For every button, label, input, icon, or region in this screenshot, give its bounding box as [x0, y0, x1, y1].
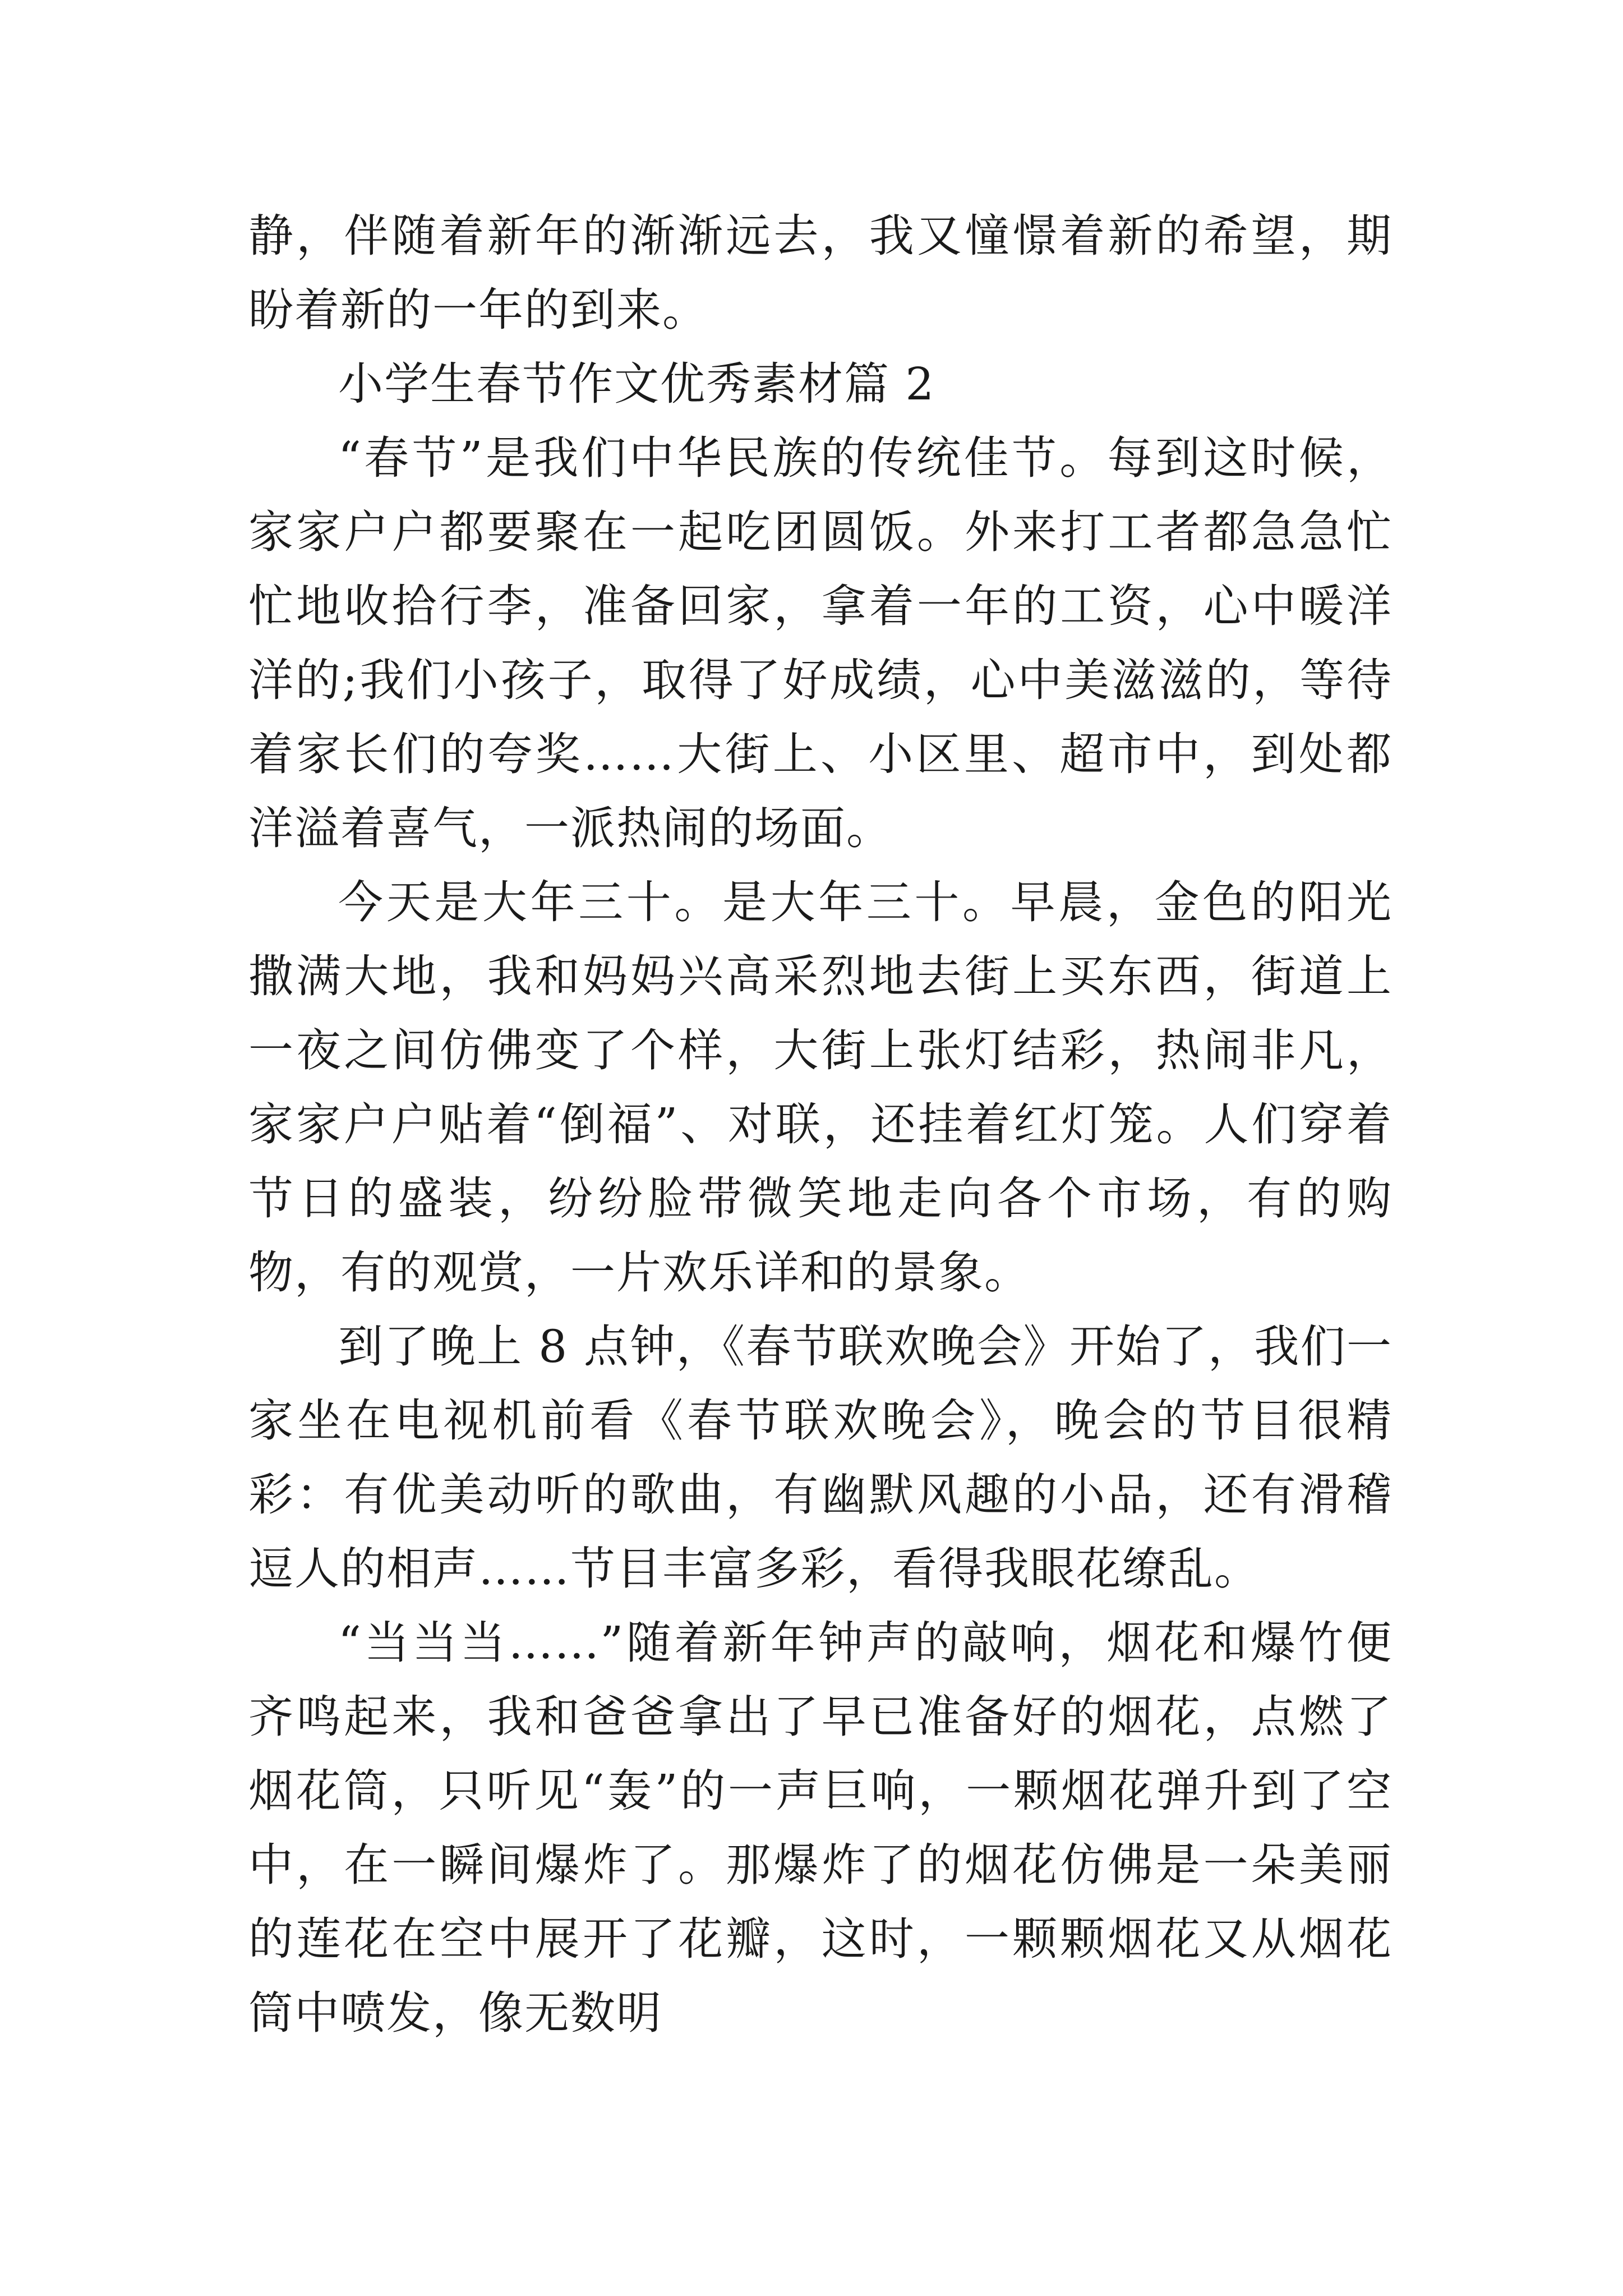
paragraph-fireworks: “当当当……”随着新年钟声的敲响，烟花和爆竹便齐鸣起来，我和爸爸拿出了早已准备好的烟花，点燃了烟花筒，只听见“轰”的一声巨响，一颗烟花弹升到了空中，在一瞬间爆炸了。那爆炸了的烟花仿佛是一朵美丽的莲花在空中展开了花瓣，这时，一颗颗烟花又从烟花筒中喷发，像无数明: [248, 1617, 1393, 2039]
section-heading: 小学生春节作文优秀素材篇 2: [338, 358, 935, 410]
paragraph-gala-evening: 到了晚上 8 点钟，《春节联欢晚会》开始了，我们一家坐在电视机前看《春节联欢晚会》，晚会的节目很精彩：有优美动听的歌曲，有幽默风趣的小品，还有滑稽逗人的相声……节目丰富多彩，看得我眼花缭乱。: [248, 1320, 1393, 1595]
paragraph-new-years-eve-morning: 今天是大年三十。是大年三十。早晨，金色的阳光撒满大地，我和妈妈兴高采烈地去街上买东西，街道上一夜之间仿佛变了个样，大街上张灯结彩，热闹非凡，家家户户贴着“倒福”、对联，还挂着红灯笼。人们穿着节日的盛装，纷纷脸带微笑地走向各个市场，有的购物，有的观赏，一片欢乐详和的景象。: [248, 876, 1393, 1299]
paragraph-continuation: 静，伴随着新年的渐渐远去，我又憧憬着新的希望，期盼着新的一年的到来。: [248, 210, 1393, 336]
document-body: [248, 199, 1393, 2050]
paragraph-spring-festival-intro: “春节”是我们中华民族的传统佳节。每到这时候，家家户户都要聚在一起吃团圆饭。外来打工者都急急忙忙地收拾行李，准备回家，拿着一年的工资，心中暖洋洋的;我们小孩子，取得了好成绩，心中美滋滋的，等待着家长们的夸奖……大街上、小区里、超市中，到处都洋溢着喜气，一派热闹的场面。: [248, 432, 1393, 854]
